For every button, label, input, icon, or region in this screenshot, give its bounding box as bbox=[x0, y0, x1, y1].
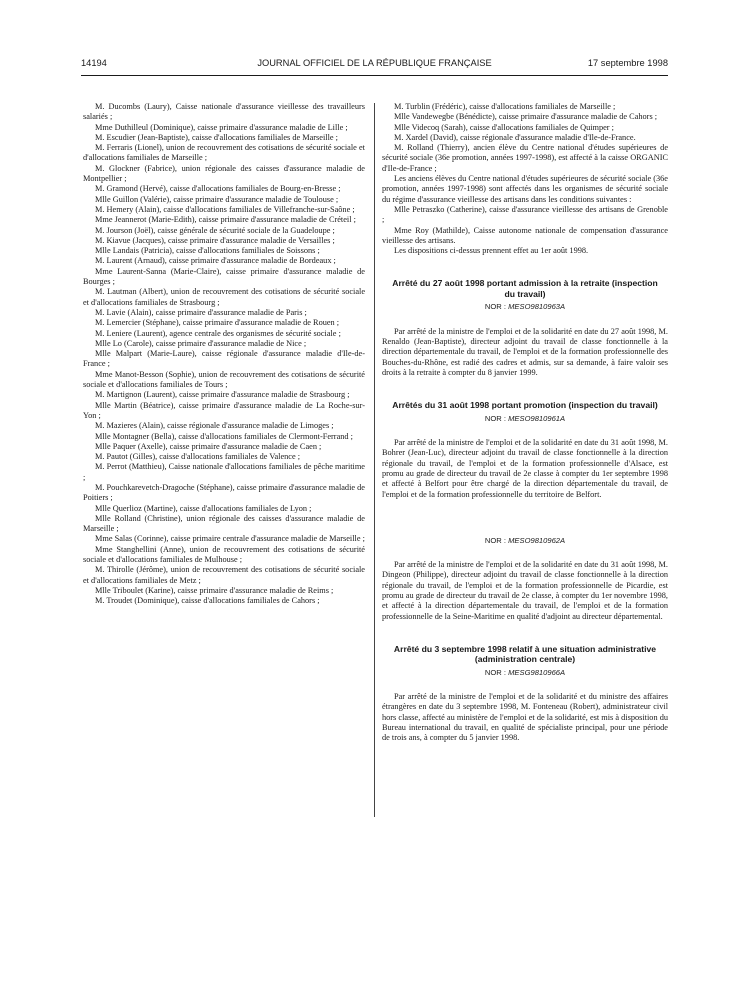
list-item: M. Laurent (Arnaud), caisse primaire d'assurance maladie de Bordeaux ; bbox=[95, 256, 336, 266]
list-item: M. Thirolle (Jérôme), union de recouvrement des cotisations de sécurité sociale et d'allocations familiales de Metz ; bbox=[83, 565, 365, 585]
list-item: Mlle Malpart (Marie-Laure), caisse régionale d'assurance maladie d'Ile-de-France ; bbox=[83, 349, 365, 369]
nor-reference bbox=[382, 414, 668, 424]
effective-date-note: Les dispositions ci-dessus prennent effet au 1er août 1998. bbox=[394, 246, 589, 256]
list-item: M. Lautman (Albert), union de recouvrement des cotisations de sécurité sociale et d'allocations familiales de Strasbourg ; bbox=[83, 287, 365, 307]
list-item: Mlle Martin (Béatrice), caisse primaire d'assurance maladie de La Roche-sur-Yon ; bbox=[83, 400, 365, 420]
list-item: Mlle Montagner (Bella), caisse d'allocations familiales de Clermont-Ferrand ; bbox=[95, 431, 353, 441]
nor-label: NOR : bbox=[484, 535, 509, 545]
arrete-title: Arrêté du 3 septembre 1998 relatif à une situation administrative (administration centrale) bbox=[393, 643, 657, 665]
list-item: M. Turblin (Frédéric), caisse d'allocations familiales de Marseille ; bbox=[394, 102, 616, 111]
arrete-body: Par arrêté de la ministre de l'emploi et de la solidarité en date du 31 août 1998, M. Bohrer (Jean-Luc), directeur adjoint du travail de classe fonctionnelle à la direction régionale du travail, de l'emploi et de la formation professionnelle d'Alsace, est promu au grade de directeur du travail de 2e classe à compter du 1er septembre 1998 et affecté à Belfort pour être chargé de la direction départementale du travail, de l'emploi et de la formation professionnelle du territoire de Belfort. bbox=[382, 438, 668, 499]
list-item: Mlle Petraszko (Catherine), caisse d'assurance vieillesse des artisans de Grenoble ; bbox=[382, 204, 668, 225]
list-item: Mme Laurent-Sanna (Marie-Claire), caisse primaire d'assurance maladie de Bourges ; bbox=[83, 266, 365, 287]
list-item: M. Pouchkarevetch-Dragoche (Stéphane), caisse primaire d'assurance maladie de Poitiers ; bbox=[83, 482, 365, 503]
list-item: Mlle Paquer (Axelle), caisse primaire d'assurance maladie de Caen ; bbox=[95, 441, 322, 451]
list-item: Les anciens élèves du Centre national d'études supérieures de sécurité sociale (36e promotion, années 1997-1998) sont affectés dans les organismes de sécurité sociale du régime d'assurance vieillesse des artisans dans les conditions suivantes : bbox=[382, 174, 668, 204]
list-item: Mme Duthilleul (Dominique), caisse primaire d'assurance maladie de Lille ; bbox=[95, 122, 348, 132]
list-item: Mlle Vandewegbe (Bénédicte), caisse primaire d'assurance maladie de Cahors ; bbox=[394, 112, 658, 122]
list-item: M. Martignon (Laurent), caisse primaire d'assurance maladie de Strasbourg ; bbox=[95, 390, 350, 400]
list-item: M. Escudier (Jean-Baptiste), caisse d'allocations familiales de Marseille ; bbox=[95, 132, 338, 142]
left-column bbox=[83, 102, 365, 607]
list-item: Mlle Landais (Patricia), caisse d'allocations familiales de Soissons ; bbox=[95, 246, 320, 256]
list-item: Mme Salas (Corinne), caisse primaire centrale d'assurance maladie de Marseille ; bbox=[95, 534, 365, 544]
journal-title: JOURNAL OFFICIEL DE LA RÉPUBLIQUE FRANÇAISE bbox=[257, 58, 492, 68]
page-header bbox=[81, 58, 668, 72]
list-item: M. Rolland (Thierry), ancien élève du Centre national d'études supérieures de sécurité sociale (36e promotion, années 1997-1998), est affecté à la caisse ORGANIC d'Ile-de-France ; bbox=[382, 143, 668, 173]
nor-reference bbox=[382, 302, 668, 312]
list-item: M. Perrot (Matthieu), Caisse nationale d'allocations familiales de pêche maritime ; bbox=[83, 462, 365, 482]
nor-label: NOR : bbox=[484, 413, 509, 423]
list-item: M. Leniere (Laurent), agence centrale des organismes de sécurité sociale ; bbox=[95, 328, 341, 338]
issue-date: 17 septembre 1998 bbox=[587, 58, 668, 68]
header-rule bbox=[81, 75, 668, 76]
right-column bbox=[382, 102, 668, 744]
list-item: M. Ducombs (Laury), Caisse nationale d'assurance vieillesse des travailleurs salariés ; bbox=[83, 102, 365, 122]
list-item: Mlle Guillon (Valérie), caisse primaire d'assurance maladie de Toulouse ; bbox=[95, 194, 339, 204]
list-item: M. Glockner (Fabrice), union régionale des caisses d'assurance maladie de Montpellier ; bbox=[83, 163, 365, 184]
arrete-body: Par arrêté de la ministre de l'emploi et de la solidarité en date du 27 août 1998, M. Renaldo (Jean-Baptiste), directeur adjoint du travail de classe fonctionnelle à la direction départementale du travail, de l'emploi et de la formation professionnelle des Bouches-du-Rhône, est radié des cadres et admis, sur sa demande, à faire valoir ses droits à la retraite à compter du 8 janvier 1999. bbox=[382, 326, 668, 377]
list-item: M. Ferraris (Lionel), union de recouvrement des cotisations de sécurité sociale et d'allocations familiales de Marseille ; bbox=[83, 143, 365, 163]
list-item: M. Troudet (Dominique), caisse d'allocations familiales de Cahors ; bbox=[95, 596, 320, 606]
list-item: Mme Roy (Mathilde), Caisse autonome nationale de compensation d'assurance vieillesse des artisans. bbox=[382, 225, 668, 245]
nor-label: NOR : bbox=[484, 667, 509, 677]
column-divider bbox=[374, 103, 375, 817]
list-item: Mme Jeannerot (Marie-Edith), caisse primaire d'assurance maladie de Créteil ; bbox=[95, 215, 356, 225]
arrete-body: Par arrêté de la ministre de l'emploi et de la solidarité et du ministre des affaires étrangères en date du 3 septembre 1998, M. Fonteneau (Robert), administrateur civil hors classe, affecté au ministère de l'emploi et de la solidarité, est mis à disposition du Bureau international du travail, en qualité de spécialiste principal, pour une période de trois ans, à compter du 5 janvier 1998. bbox=[382, 692, 668, 743]
list-item: M. Lemercier (Stéphane), caisse primaire d'assurance maladie de Rouen ; bbox=[95, 318, 340, 328]
list-item: M. Jourson (Joël), caisse générale de sécurité sociale de la Guadeloupe ; bbox=[95, 225, 335, 235]
list-item: M. Kiavue (Jacques), caisse primaire d'assurance maladie de Versailles ; bbox=[95, 235, 335, 245]
list-item: Mme Stanghellini (Anne), union de recouvrement des cotisations de sécurité sociale et d'allocations familiales de Mulhouse ; bbox=[83, 544, 365, 565]
page-number: 14194 bbox=[81, 58, 107, 68]
list-item: M. Xardel (David), caisse régionale d'assurance maladie d'Ile-de-France. bbox=[394, 132, 636, 142]
nor-code: MESG9810966A bbox=[508, 667, 566, 677]
arrete-title: Arrêtés du 31 août 1998 portant promotion (inspection du travail) bbox=[392, 400, 658, 411]
list-item: M. Lavie (Alain), caisse primaire d'assurance maladie de Paris ; bbox=[95, 307, 307, 317]
list-item: Mlle Querlioz (Martine), caisse d'allocations familiales de Lyon ; bbox=[95, 503, 312, 513]
list-item: Mlle Lo (Carole), caisse primaire d'assurance maladie de Nice ; bbox=[95, 338, 307, 348]
nor-reference bbox=[382, 536, 668, 546]
list-item: M. Mazieres (Alain), caisse régionale d'assurance maladie de Limoges ; bbox=[95, 421, 334, 431]
arrete-title: Arrêté du 27 août 1998 portant admission à la retraite (inspection du travail) bbox=[392, 278, 658, 299]
list-item: Mlle Videcoq (Sarah), caisse d'allocations familiales de Quimper ; bbox=[394, 122, 614, 132]
list-item: Mme Manot-Besson (Sophie), union de recouvrement des cotisations de sécurité sociale et d'allocations familiales de Tours ; bbox=[83, 369, 365, 390]
nor-label: NOR : bbox=[484, 302, 509, 312]
list-item: M. Gramond (Hervé), caisse d'allocations familiales de Bourg-en-Bresse ; bbox=[95, 184, 341, 194]
nor-reference bbox=[382, 668, 668, 678]
arrete-body: Par arrêté de la ministre de l'emploi et de la solidarité en date du 31 août 1998, M. Dingeon (Philippe), directeur adjoint du travail de classe fonctionnelle à la direction régionale du travail, de l'emploi et de la formation professionnelle de Picardie, est promu au grade de directeur du travail de 2e classe, à compter du 1er novembre 1998, et affecté à la direction départementale du travail, de l'emploi et de la formation professionnelle de la Seine-Maritime en qualité d'adjoint au directeur départemental. bbox=[382, 560, 668, 621]
list-item: Mlle Rolland (Christine), union régionale des caisses d'assurance maladie de Marseille ; bbox=[83, 513, 365, 534]
nor-code: MESO9810962A bbox=[508, 535, 566, 545]
nor-code: MESO9810961A bbox=[508, 413, 566, 423]
list-item: M. Pautot (Gilles), caisse d'allocations familiales de Valence ; bbox=[95, 452, 301, 462]
nor-code: MESO9810963A bbox=[508, 302, 566, 312]
list-item: M. Hemery (Alain), caisse d'allocations familiales de Villefranche-sur-Saône ; bbox=[95, 204, 355, 214]
list-item: Mlle Triboulet (Karine), caisse primaire d'assurance maladie de Reims ; bbox=[95, 585, 334, 595]
